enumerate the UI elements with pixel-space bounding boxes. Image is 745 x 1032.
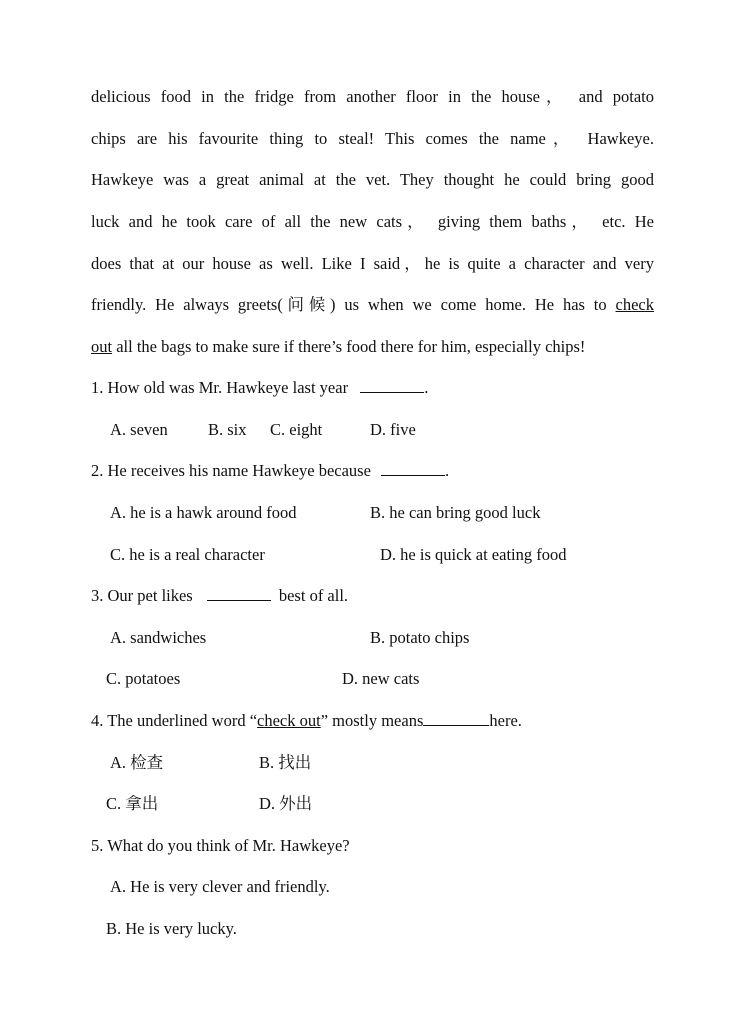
option: B. He is very lucky.: [106, 919, 237, 938]
passage-text: all the bags to make sure if there’s food there for him, especially chips!: [112, 337, 586, 356]
question-stem: 2. He receives his name Hawkeye because: [91, 461, 371, 480]
answer-blank: [381, 462, 445, 476]
question-end: .: [445, 461, 450, 480]
question-2: [91, 461, 449, 481]
question-stem: 3. Our pet likes: [91, 586, 193, 605]
option: C. eight: [270, 420, 323, 439]
option: B. 找出: [259, 753, 312, 772]
option: A. seven: [110, 420, 168, 439]
question-end: best of all.: [278, 586, 349, 605]
question-stem: 1. How old was Mr. Hawkeye last year: [91, 378, 349, 397]
passage-line: delicious food in the fridge from another floor in the house， and potato: [91, 87, 654, 106]
option: A. He is very clever and friendly.: [110, 877, 330, 896]
passage-line: luck and he took care of all the new cats， giving them baths， etc. He: [91, 212, 654, 231]
passage-line: [91, 295, 654, 315]
option: D. he is quick at eating food: [380, 545, 567, 564]
question-end: here.: [489, 711, 522, 730]
option: A. 检查: [110, 753, 164, 772]
answer-blank: [207, 587, 271, 601]
question-5: 5. What do you think of Mr. Hawkeye?: [91, 836, 350, 855]
question-4: [91, 711, 522, 731]
option: C. he is a real character: [110, 545, 265, 564]
passage-line: chips are his favourite thing to steal! This comes the name， Hawkeye.: [91, 129, 654, 148]
option: D. new cats: [342, 669, 420, 688]
question-stem: ” mostly means: [320, 711, 424, 730]
option: A. he is a hawk around food: [110, 503, 297, 522]
option: A. sandwiches: [110, 628, 207, 647]
passage-line: does that at our house as well. Like I said，he is quite a character and very: [91, 254, 654, 273]
answer-blank: [423, 712, 489, 726]
question-3: [91, 586, 348, 606]
option: D. five: [370, 420, 416, 439]
passage-line: [91, 337, 585, 357]
option: B. he can bring good luck: [370, 503, 541, 522]
option: B. potato chips: [370, 628, 470, 647]
option: C. 拿出: [106, 794, 159, 813]
option: D. 外出: [259, 794, 313, 813]
underlined-phrase: check: [615, 295, 654, 314]
question-1: [91, 378, 428, 398]
answer-blank: [360, 379, 424, 393]
question-stem: 4. The underlined word “: [91, 711, 258, 730]
option: C. potatoes: [106, 669, 181, 688]
passage-line: Hawkeye was a great animal at the vet. They thought he could bring good: [91, 170, 654, 189]
question-end: .: [424, 378, 429, 397]
underlined-phrase: check out: [257, 711, 321, 730]
underlined-phrase: out: [91, 337, 113, 356]
option: B. six: [208, 420, 247, 439]
passage-text: friendly. He always greets(问候) us when we come home. He has to: [91, 295, 616, 314]
